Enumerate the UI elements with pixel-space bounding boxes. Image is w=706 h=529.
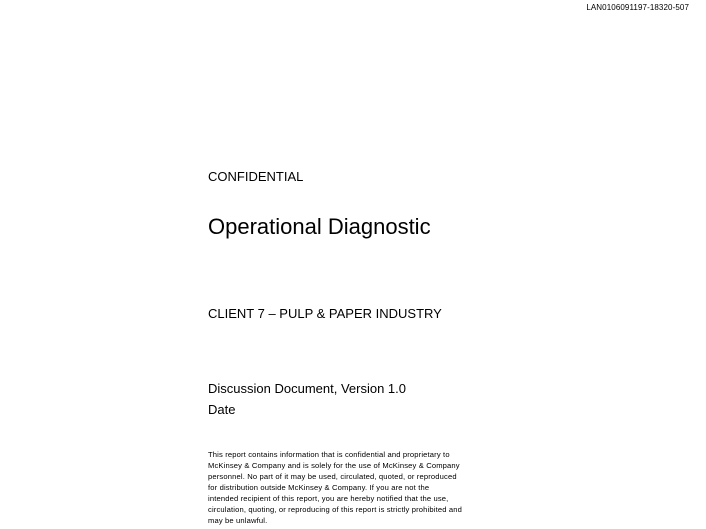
disclaimer-line: personnel. No part of it may be used, circulated, quoted, or reproduced [208, 472, 457, 481]
disclaimer-line: intended recipient of this report, you are hereby notified that the use, [208, 494, 449, 503]
disclaimer-line: may be unlawful. [208, 516, 268, 525]
disclaimer-line: circulation, quoting, or reproducing of this report is strictly prohibited and [208, 505, 462, 514]
classification-label: CONFIDENTIAL [208, 169, 304, 184]
document-date: Date [208, 402, 236, 417]
document-version: Discussion Document, Version 1.0 [208, 381, 406, 396]
disclaimer-line: McKinsey & Company and is solely for the use of McKinsey & Company [208, 461, 460, 470]
confidentiality-disclaimer [208, 449, 500, 526]
disclaimer-line: This report contains information that is confidential and proprietary to [208, 450, 450, 459]
document-title: Operational Diagnostic [208, 214, 431, 239]
document-id: LAN0106091197-18320-507 [586, 3, 689, 12]
client-name: CLIENT 7 – PULP & PAPER INDUSTRY [208, 306, 442, 321]
disclaimer-line: for distribution outside McKinsey & Company. If you are not the [208, 483, 430, 492]
